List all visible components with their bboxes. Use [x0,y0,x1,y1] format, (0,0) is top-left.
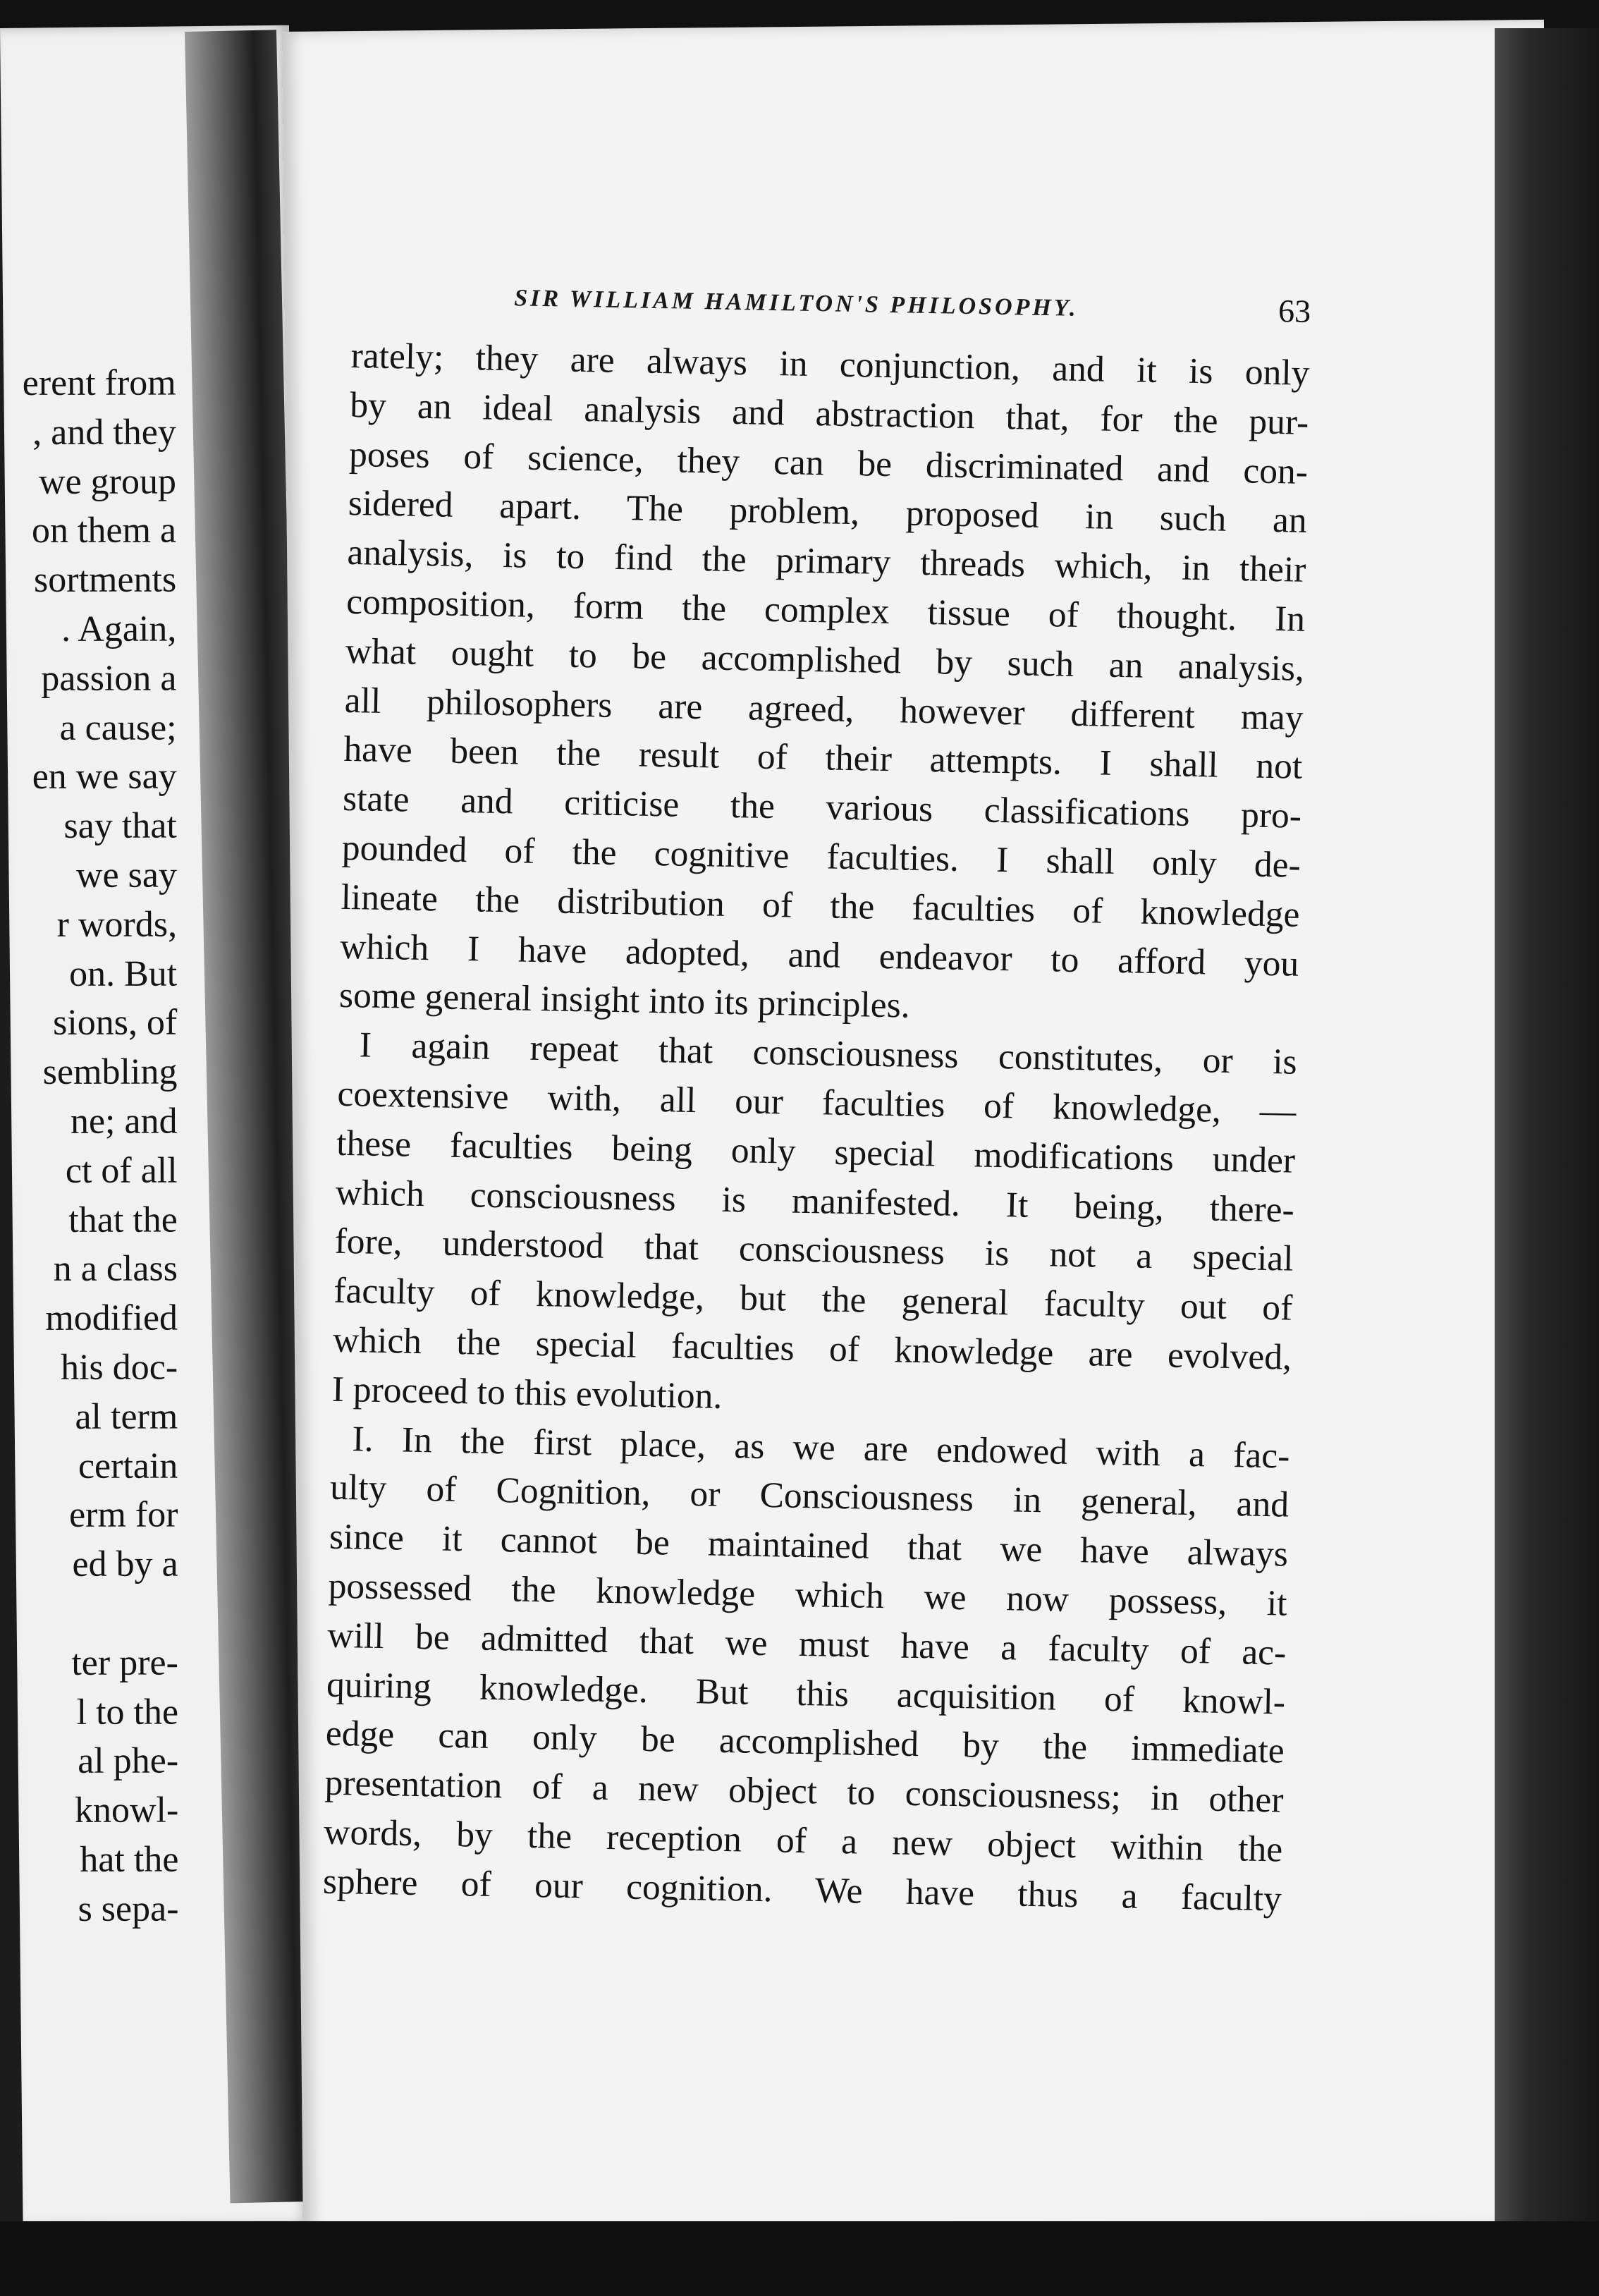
text-line: words, by the reception of a new object within the [323,1812,1283,1870]
running-title: SIR WILLIAM HAMILTON'S PHILOSOPHY. [513,285,1079,322]
text-line: all philosophers are agreed, however different may [344,680,1304,738]
left-page-line: s sepa- [78,1888,179,1929]
text-line: what ought to be accomplished by such an analysis, [345,630,1305,689]
left-page-line: passion a [41,658,177,699]
left-page-line: we say [75,855,177,896]
page-number: 63 [1278,293,1311,329]
text-line: these faculties being only special modifications under [336,1123,1296,1181]
text-line: I proceed to this evolution. [331,1369,723,1417]
left-page-line: erm for [68,1494,178,1536]
left-page-line: a cause; [59,707,177,748]
left-page-line: ter pre- [71,1642,178,1683]
left-page-line: l to the [76,1692,179,1733]
left-page-line: hat the [80,1839,179,1880]
left-page-line: his doc- [61,1347,178,1388]
text-line: fore, understood that consciousness is not a special [334,1221,1294,1280]
text-line: state and criticise the various classifications pro- [342,778,1302,836]
left-page-line: sortments [33,559,177,601]
left-page-line: ed by a [72,1544,178,1584]
left-page-line: on them a [31,510,177,551]
page-content [322,268,1311,1924]
left-page-line: we group [38,461,177,502]
left-page-line: sembling [42,1051,178,1093]
text-line: coextensive with, all our faculties of knowledge, — [337,1073,1297,1132]
left-page-line: ne; and [70,1101,178,1142]
left-page-line: . Again, [61,609,177,649]
left-page-line: say that [63,805,177,847]
left-page-line: sions, of [53,1002,178,1044]
text-line: some general insight into its principles. [338,975,911,1027]
text-line: possessed the knowledge which we now possess, it [328,1565,1288,1624]
left-page-line: knowl- [74,1790,179,1831]
text-line: sidered apart. The problem, proposed in such an [348,483,1308,542]
text-line: ulty of Cognition, or Consciousness in general, and [329,1467,1289,1525]
text-line: since it cannot be maintained that we have always [329,1516,1289,1575]
left-page-text [0,359,179,1934]
book-fore-edge [1495,28,1599,2296]
left-page-line: en we say [32,756,177,798]
text-line: poses of science, they can be discriminated and con- [348,434,1309,492]
text-line: edge can only be accomplished by the immediate [325,1713,1285,1771]
text-line: I. In the first place, as we are endowed with a fac- [352,1418,1290,1477]
text-line: rately; they are always in conjunction, and it is only [350,335,1311,393]
text-line: faculty of knowledge, but the general faculty out of [333,1270,1293,1329]
text-line: sphere of our cognition. We have thus a faculty [322,1861,1282,1919]
left-page-line: erent from [22,362,176,403]
text-line: lineate the distribution of the faculties of knowledge [341,877,1300,935]
left-page-line: r words, [56,904,178,945]
text-line: analysis, is to find the primary threads which, in their [347,532,1306,591]
scan-bottom-border [0,2221,1599,2296]
text-line: which I have adopted, and endeavor to afford you [339,926,1299,984]
left-page-line [0,1589,178,1639]
left-page-line: al term [75,1396,178,1437]
left-page-line: modified [45,1297,178,1339]
text-line: will be admitted that we must have a faculty of ac- [326,1615,1287,1673]
left-page-line: certain [78,1446,178,1486]
text-line: which consciousness is manifested. It being, there- [335,1172,1295,1231]
text-line: composition, form the complex tissue of thought. In [345,581,1306,640]
body-text [322,331,1310,1924]
text-line: have been the result of their attempts. I shall not [343,729,1303,788]
text-line: pounded of the cognitive faculties. I shall only de- [341,827,1301,886]
left-page-line: ct of all [65,1150,178,1191]
text-line: by an ideal analysis and abstraction that, for the pur- [349,384,1309,443]
text-line: which the special faculties of knowledge are evolved, [332,1319,1292,1378]
left-page-line: on. But [68,953,178,994]
left-page-line: n a class [53,1248,178,1290]
left-page-line: al phe- [78,1740,179,1782]
left-page-line: , and they [32,412,176,453]
text-line: quiring knowledge. But this acquisition of knowl- [326,1664,1286,1723]
left-page-line: that the [68,1199,178,1240]
text-line: I again repeat that consciousness constitutes, or is [359,1025,1298,1082]
text-line: presentation of a new object to consciousness; in other [324,1762,1284,1821]
